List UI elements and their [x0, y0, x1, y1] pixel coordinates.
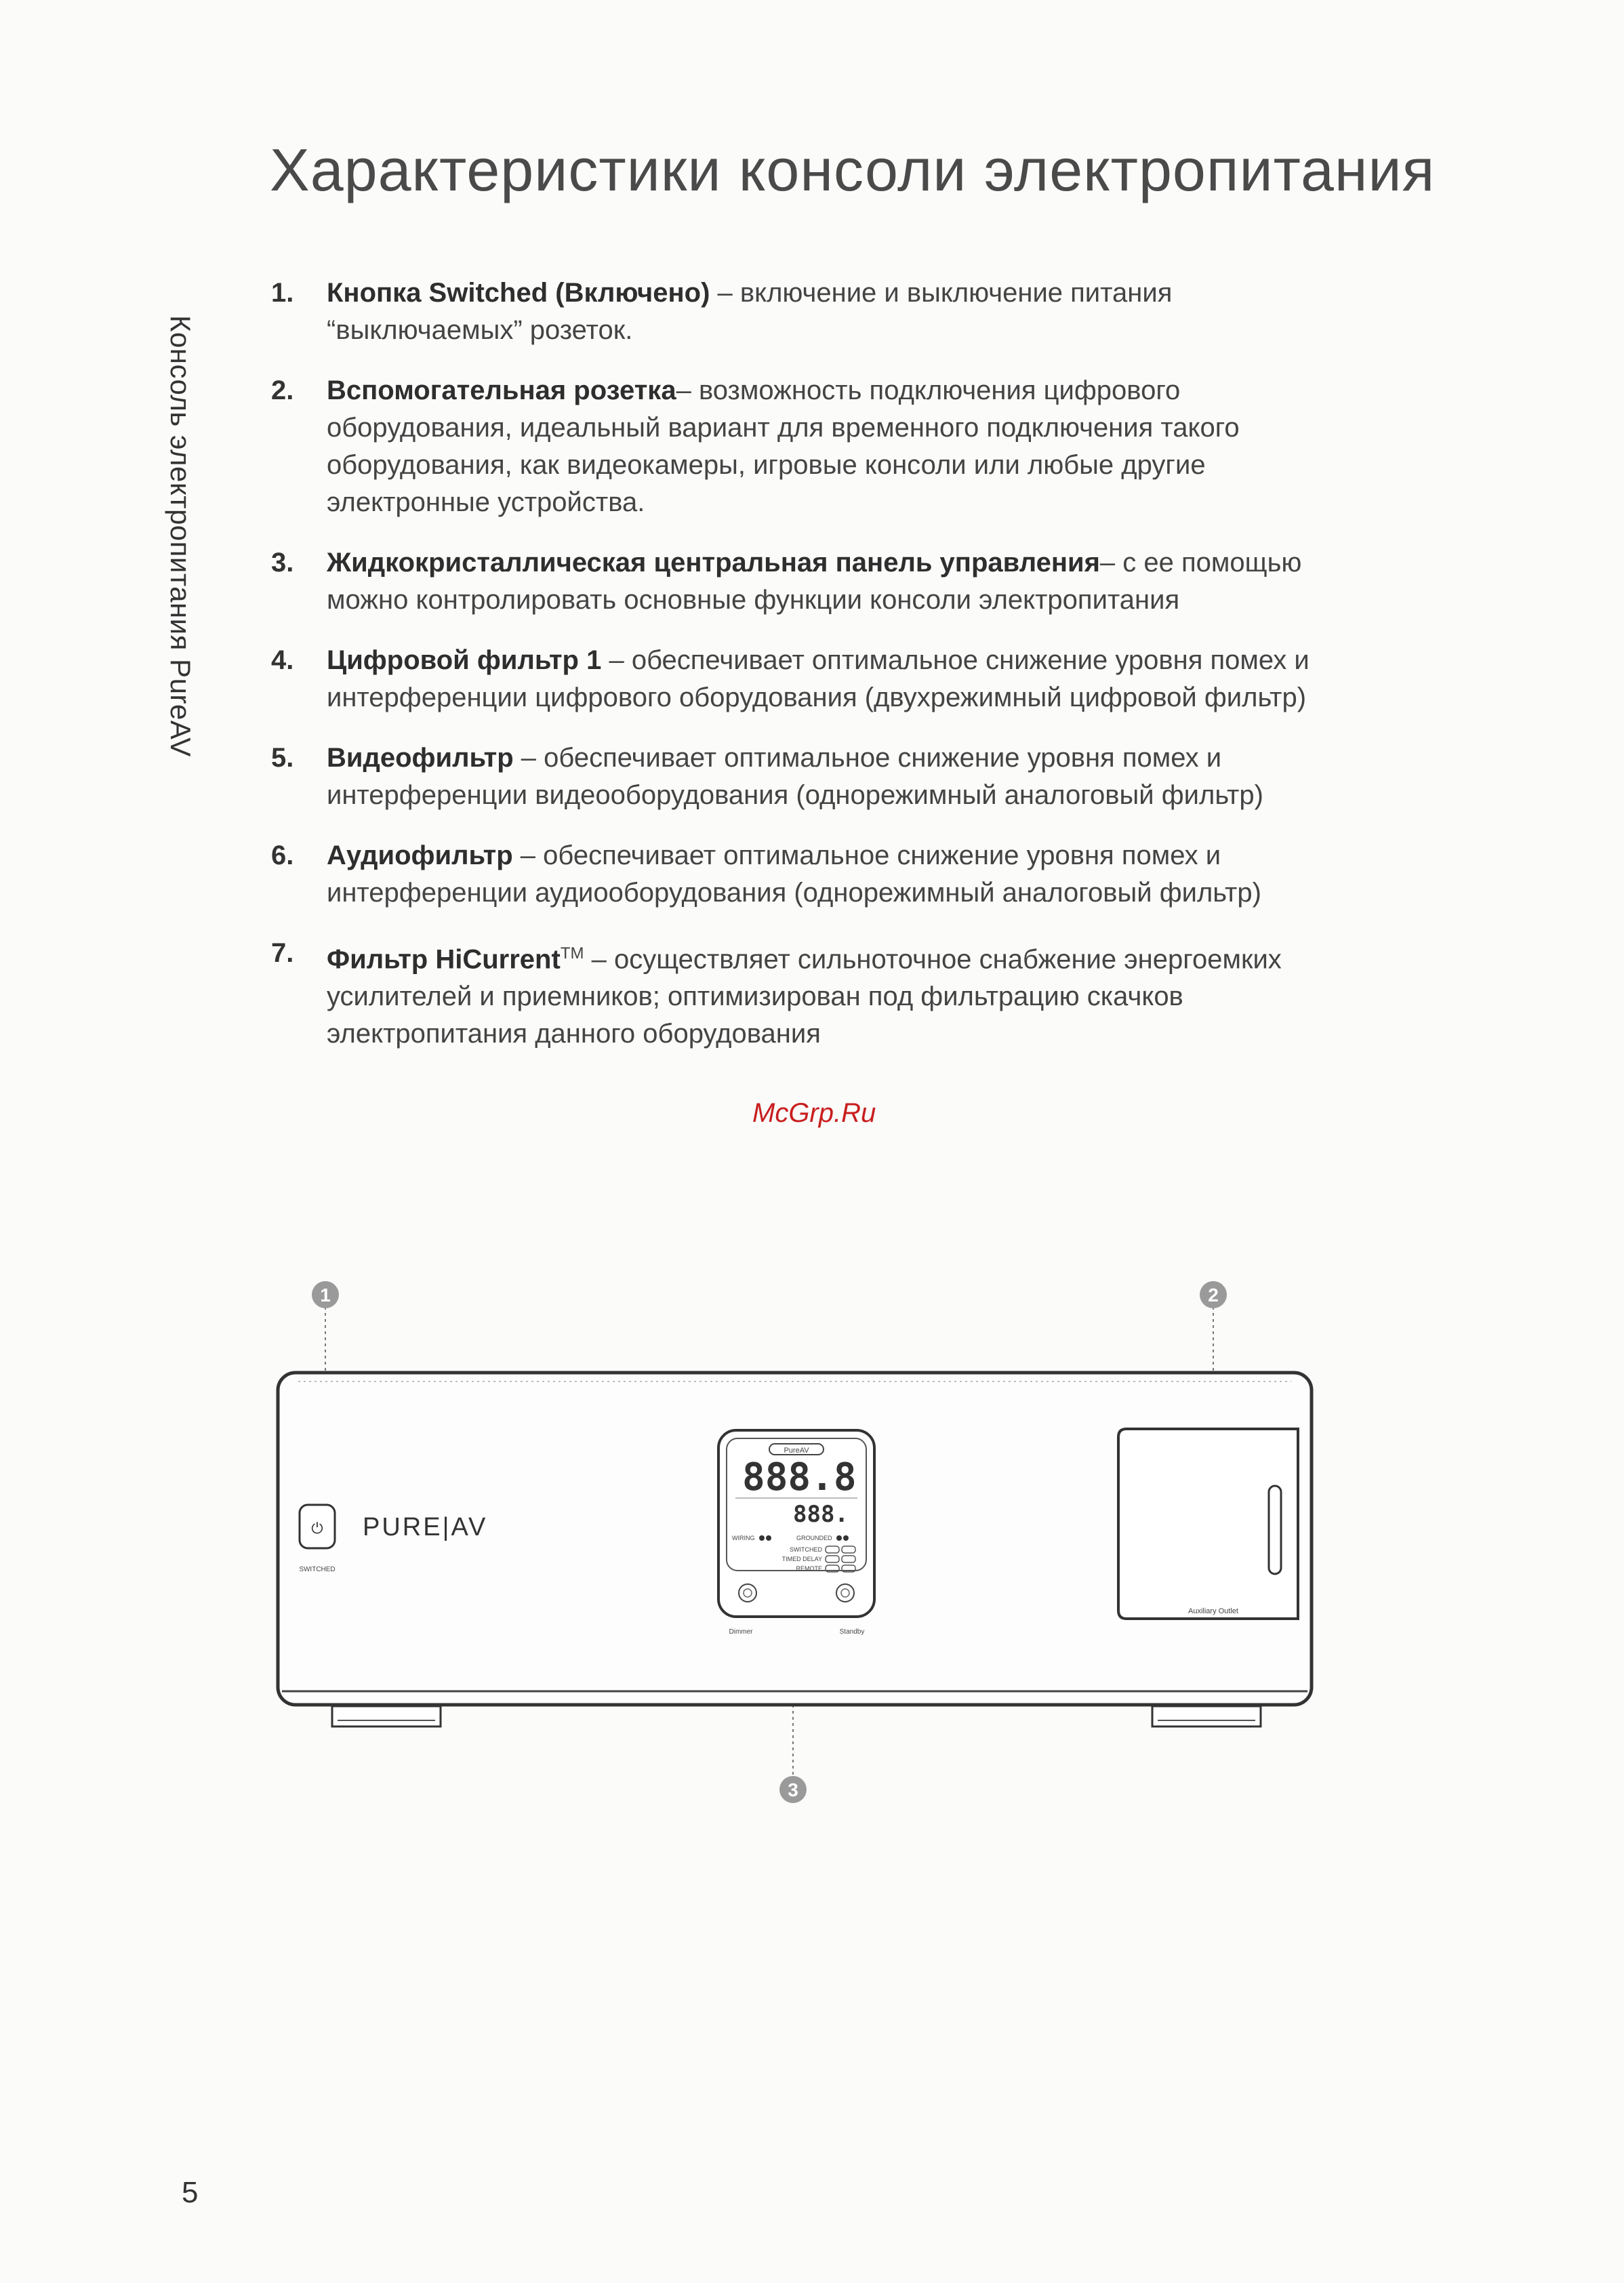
feature-text: – обеспечивает оптимальное снижение уровня помех и интерференции цифрового оборудования (двухрежимный цифровой фильтр)	[327, 645, 1310, 712]
feature-term: Видеофильтр	[327, 743, 514, 773]
switched-button[interactable]	[300, 1505, 335, 1548]
callout-1-label: 1	[320, 1285, 331, 1306]
feature-term: Аудиофильтр	[327, 841, 513, 870]
feature-text: – осуществляет сильноточное снабжение энергоемких	[584, 944, 1282, 975]
feature-text: – возможность подключения цифрового оборудования, идеальный вариант для временного подключения такого оборудования, как видеокамеры, игровые консоли или любые другие электронные устройства.	[327, 376, 1240, 517]
standby-label: Standby	[839, 1628, 865, 1636]
right-foot	[1152, 1706, 1261, 1726]
feature-number: 1.	[271, 278, 294, 308]
feature-text: – обеспечивает оптимальное снижение уровня помех и интерференции аудиооборудования (однорежимный аналоговый фильтр)	[327, 841, 1261, 908]
callout-1	[312, 1281, 339, 1308]
page-title: Характеристики консоли электропитания	[270, 136, 1436, 203]
lcd-row-label: TIMED DELAY	[781, 1556, 822, 1562]
auxiliary-outlet-label: Auxiliary Outlet	[1188, 1607, 1238, 1615]
feature-item	[271, 544, 1328, 619]
feature-number: 3.	[271, 548, 294, 578]
feature-term: Цифровой фильтр 1	[327, 645, 602, 675]
lcd-row-label: SWITCHED	[790, 1546, 822, 1553]
feature-item	[271, 740, 1328, 814]
page-number: 5	[182, 2176, 199, 2209]
lcd-row-label: REMOTE	[796, 1565, 822, 1572]
feature-item	[271, 372, 1328, 521]
callout-3-label: 3	[788, 1779, 798, 1800]
side-title: Консоль электропитания PureAV	[165, 315, 197, 757]
dimmer-label: Dimmer	[729, 1628, 753, 1636]
brand-logo: PURE|AV	[363, 1513, 488, 1541]
feature-number: 7.	[271, 938, 294, 968]
feature-text: – обеспечивает оптимальное снижение уровня помех и интерференции видеооборудования (однорежимный аналоговый фильтр)	[327, 743, 1263, 810]
lcd-status-left: WIRING	[732, 1535, 755, 1541]
lcd-brand: PureAV	[784, 1447, 809, 1455]
feature-item	[271, 275, 1328, 349]
callout-3	[779, 1776, 807, 1803]
feature-item	[271, 837, 1328, 912]
dimmer-knob[interactable]	[739, 1584, 756, 1602]
feature-term: Вспомогательная розетка	[327, 376, 676, 405]
feature-text: – с ее помощью можно контролировать основные функции консоли электропитания	[327, 548, 1302, 615]
feature-item	[271, 935, 1328, 1053]
feature-item	[271, 642, 1328, 716]
watermark: McGrp.Ru	[752, 1098, 876, 1128]
lcd-control-panel	[718, 1430, 874, 1617]
feature-term: Кнопка Switched (Включено)	[327, 278, 710, 308]
feature-number: 2.	[271, 376, 294, 405]
trademark-mark: TM	[560, 944, 584, 963]
switched-label: SWITCHED	[299, 1566, 336, 1573]
feature-number: 5.	[271, 743, 294, 773]
feature-number: 6.	[271, 841, 294, 870]
left-foot	[332, 1706, 441, 1726]
auxiliary-outlet-door[interactable]	[1118, 1429, 1298, 1619]
callout-2-label: 2	[1208, 1285, 1219, 1306]
device-diagram	[258, 1274, 1328, 1864]
lcd-main-readout: 888.8	[742, 1455, 857, 1499]
feature-number: 4.	[271, 645, 294, 675]
standby-knob[interactable]	[836, 1584, 854, 1602]
callout-2	[1200, 1281, 1227, 1308]
feature-text: – включение и выключение питания “выключаемых” розеток.	[327, 278, 1173, 345]
feature-text-continued: усилителей и приемников; оптимизирован под фильтрацию скачков электропитания данного оборудования	[327, 982, 1183, 1049]
feature-list	[271, 275, 1328, 1076]
lcd-sub-readout: 888.	[793, 1501, 849, 1528]
lcd-status-right: GROUNDED	[796, 1535, 832, 1541]
feature-term: Фильтр HiCurrent	[327, 944, 561, 975]
power-icon: ⏻	[311, 1520, 323, 1537]
feature-term: Жидкокристаллическая центральная панель управления	[327, 548, 1100, 578]
